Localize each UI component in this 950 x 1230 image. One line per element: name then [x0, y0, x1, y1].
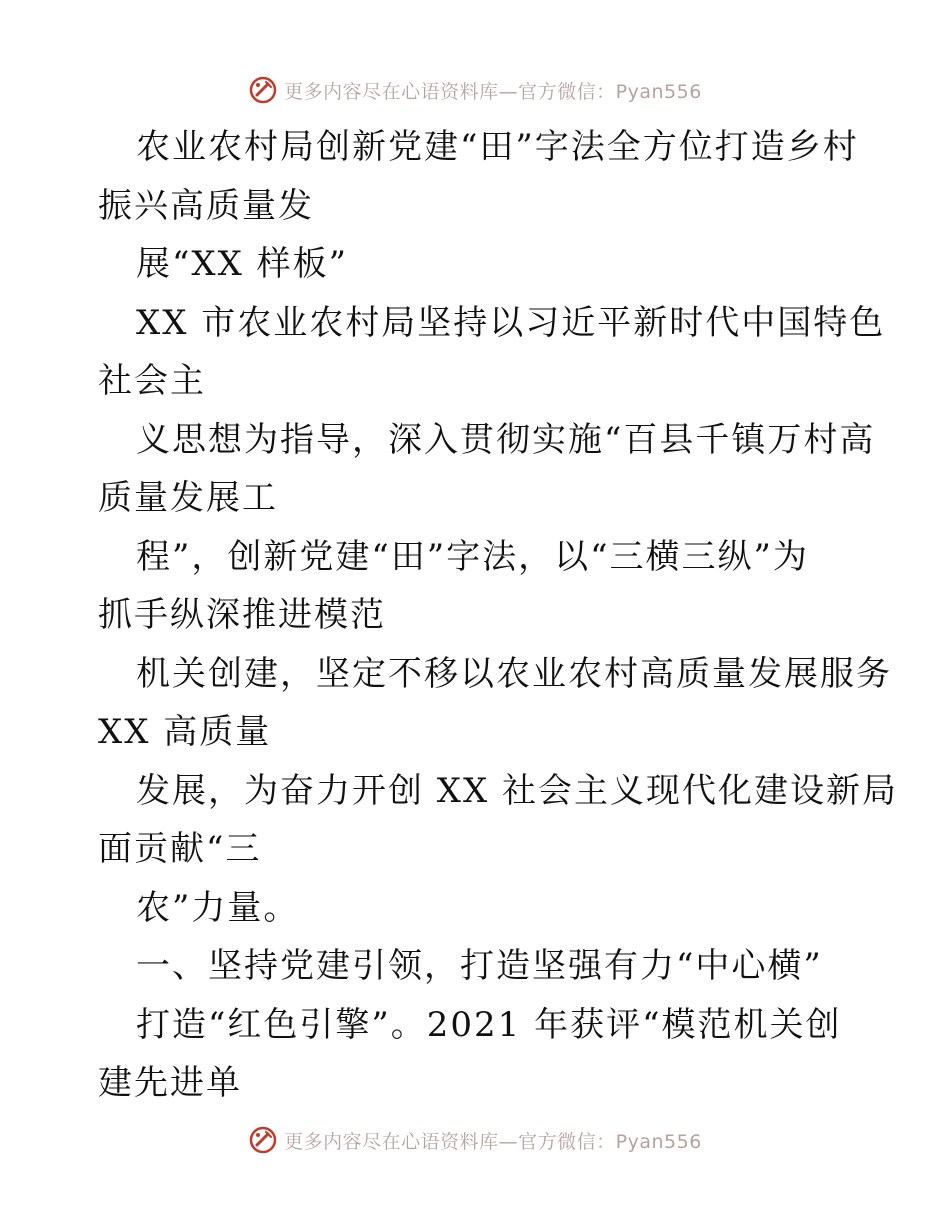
text-line: 机关创建，坚定不移以农业农村高质量发展服务	[136, 653, 892, 694]
text-line: XX 市农业农村局坚持以习近平新时代中国特色	[136, 302, 886, 343]
text-line: 抓手纵深推进模范	[98, 595, 386, 635]
text-line: 程”，创新党建“田”字法，以“三横三纵”为	[136, 536, 809, 577]
text-line: 农”力量。	[136, 887, 300, 928]
text-line: 义思想为指导，深入贯彻实施“百县千镇万村高	[136, 419, 876, 460]
watermark-text: 更多内容尽在心语资料库—官方微信：Pyan556	[284, 1130, 702, 1153]
footer-watermark	[0, 1120, 950, 1160]
seal-logo-icon	[248, 75, 278, 105]
header-watermark	[0, 70, 950, 110]
document-body	[98, 118, 899, 1113]
watermark-text: 更多内容尽在心语资料库—官方微信：Pyan556	[284, 80, 702, 103]
text-line: 建先进单	[98, 1063, 242, 1103]
text-line: 社会主	[98, 361, 206, 401]
text-line: 农业农村局创新党建“田”字法全方位打造乡村	[136, 127, 859, 167]
text-line: 面贡献“三	[98, 829, 262, 869]
text-line: 打造“红色引擎”。2021 年获评“模范机关创	[136, 1004, 842, 1045]
text-line: 发展，为奋力开创 XX 社会主义现代化建设新局	[136, 770, 899, 811]
text-line: 展“XX 样板”	[136, 244, 348, 284]
seal-logo-icon	[248, 1125, 278, 1155]
text-line: XX 高质量	[98, 712, 272, 752]
section-heading: 一、坚持党建引领，打造坚强有力“中心横”	[136, 946, 823, 986]
text-line: 质量发展工	[98, 478, 278, 518]
text-line: 振兴高质量发	[98, 185, 314, 226]
